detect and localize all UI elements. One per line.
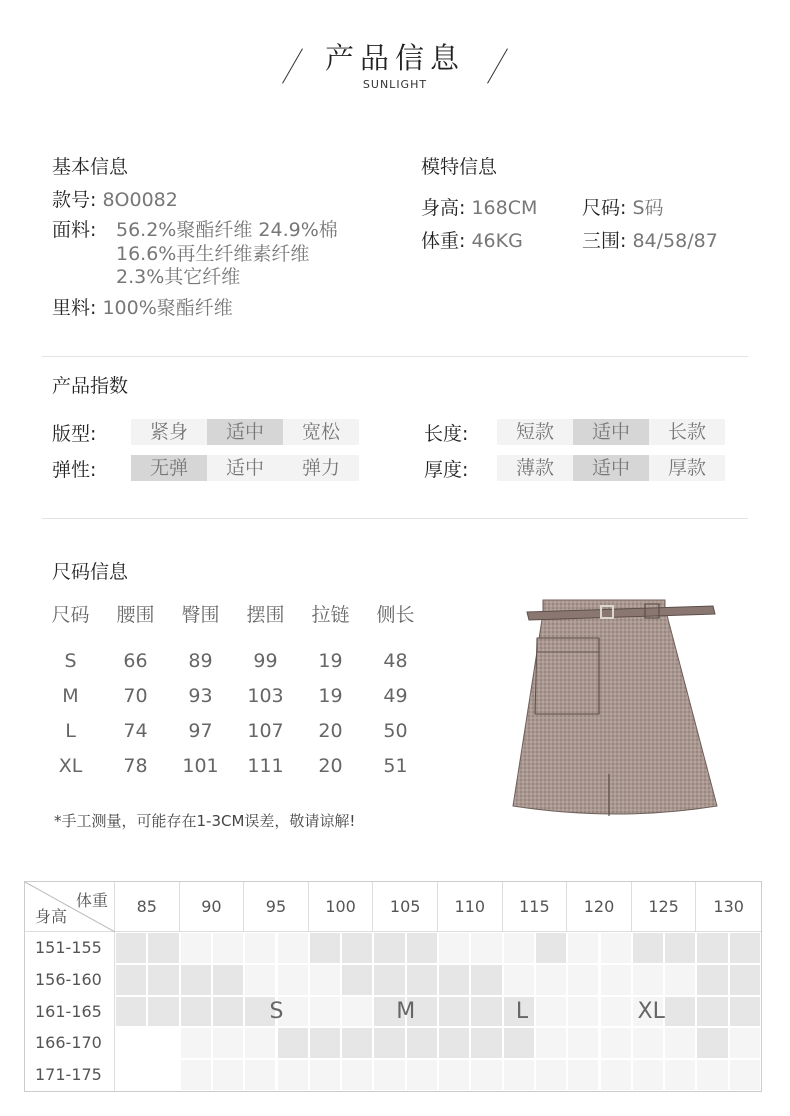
fabric-line-3: 2.3%其它纤维 bbox=[116, 266, 241, 288]
fit-chart-cell bbox=[439, 933, 469, 963]
fit-chart-weight-header: 120 bbox=[567, 882, 632, 932]
fit-chart-weight-header: 95 bbox=[244, 882, 309, 932]
fit-chart-cell bbox=[730, 997, 760, 1027]
fit-chart-cell bbox=[697, 1028, 727, 1058]
fit-chart-cell bbox=[697, 965, 727, 995]
fit-chart-cell bbox=[148, 933, 178, 963]
index-option: 长款 bbox=[649, 419, 725, 445]
size-table-cell: 48 bbox=[383, 650, 408, 672]
fit-chart-height-header: 151-155 bbox=[25, 932, 115, 964]
size-table-row bbox=[38, 755, 428, 790]
basic-info-heading: 基本信息 bbox=[52, 156, 129, 178]
lining-label: 里料: bbox=[52, 297, 97, 319]
page-title: 产品信息 bbox=[324, 41, 465, 75]
fit-chart-cell bbox=[439, 997, 469, 1027]
fit-chart-cell bbox=[213, 965, 243, 995]
fit-chart-cell bbox=[181, 1028, 211, 1058]
fit-chart-cell bbox=[213, 1060, 243, 1090]
fit-chart-cell bbox=[633, 933, 663, 963]
fit-chart-cell bbox=[504, 965, 534, 995]
index-bar-fit bbox=[131, 419, 359, 445]
fit-chart-size-label: M bbox=[396, 998, 416, 1024]
fit-chart-cell bbox=[471, 933, 501, 963]
fit-chart-cell bbox=[278, 965, 308, 995]
fit-chart-cell bbox=[310, 965, 340, 995]
divider-1 bbox=[42, 356, 748, 357]
size-table-cell: 51 bbox=[383, 755, 408, 777]
fit-chart-cell bbox=[407, 965, 437, 995]
size-table-cell: 111 bbox=[247, 755, 284, 777]
fit-chart-cell bbox=[407, 933, 437, 963]
fit-chart-weight-header: 100 bbox=[309, 882, 374, 932]
fit-chart-cell bbox=[601, 1028, 631, 1058]
fit-chart-size-label: L bbox=[515, 998, 529, 1024]
fit-chart-cell bbox=[697, 933, 727, 963]
index-option: 短款 bbox=[497, 419, 573, 445]
size-table-cell: 74 bbox=[123, 720, 148, 742]
size-table-cell: 78 bbox=[123, 755, 148, 777]
size-table-cell: 50 bbox=[383, 720, 408, 742]
index-option-selected: 无弹 bbox=[131, 455, 207, 481]
product-index-heading: 产品指数 bbox=[52, 375, 129, 397]
fit-chart-cell bbox=[536, 933, 566, 963]
lining-value: 100%聚酯纤维 bbox=[102, 297, 233, 319]
fit-chart-cell bbox=[342, 933, 372, 963]
fit-chart-cell bbox=[148, 965, 178, 995]
size-col-header: 腰围 bbox=[116, 604, 155, 626]
fit-chart-cell bbox=[407, 1060, 437, 1090]
size-table-cell: 101 bbox=[182, 755, 219, 777]
fit-chart-cell bbox=[536, 1060, 566, 1090]
size-table-cell: L bbox=[65, 720, 76, 742]
size-col-header: 侧长 bbox=[376, 604, 415, 626]
fit-chart-cell bbox=[665, 965, 695, 995]
model-size-value: S码 bbox=[632, 197, 664, 219]
index-label-thickness: 厚度: bbox=[424, 459, 469, 481]
size-col-header: 拉链 bbox=[311, 604, 350, 626]
size-col-header: 摆围 bbox=[246, 604, 285, 626]
index-row-fit bbox=[52, 419, 96, 446]
fit-chart-cell bbox=[568, 933, 598, 963]
fit-chart-cell bbox=[439, 965, 469, 995]
fit-chart-cell bbox=[730, 1028, 760, 1058]
model-measure-value: 84/58/87 bbox=[632, 230, 718, 252]
fit-chart-cell bbox=[278, 933, 308, 963]
fit-chart-cell bbox=[116, 997, 146, 1027]
fit-chart-cell bbox=[568, 1028, 598, 1058]
fit-chart-cell bbox=[181, 933, 211, 963]
fit-chart-height-header: 156-160 bbox=[25, 964, 115, 996]
model-size-label: 尺码: bbox=[582, 197, 627, 219]
fit-chart-cell bbox=[310, 1060, 340, 1090]
fit-chart-cell bbox=[439, 1060, 469, 1090]
fabric-label: 面料: bbox=[52, 219, 97, 241]
size-table-header bbox=[38, 600, 428, 628]
size-table-cell: XL bbox=[58, 755, 83, 777]
fit-chart-cell bbox=[116, 1060, 146, 1090]
index-bar-stretch bbox=[131, 455, 359, 481]
fit-chart-cell bbox=[601, 1060, 631, 1090]
fit-chart-cell bbox=[504, 1060, 534, 1090]
size-table-cell: M bbox=[62, 685, 79, 707]
style-number-value: 8O0082 bbox=[102, 189, 178, 211]
size-table bbox=[38, 600, 428, 790]
index-option: 紧身 bbox=[131, 419, 207, 445]
style-number-row bbox=[52, 188, 178, 212]
fit-chart-cell bbox=[471, 1028, 501, 1058]
fit-chart-cell bbox=[116, 1028, 146, 1058]
fit-chart-cell bbox=[697, 997, 727, 1027]
measurement-note: *手工测量，可能存在1-3CM误差，敬请谅解! bbox=[54, 812, 356, 830]
index-label-stretch: 弹性: bbox=[52, 459, 97, 481]
fit-chart-cell bbox=[148, 997, 178, 1027]
model-height-label: 身高: bbox=[421, 197, 466, 219]
size-table-cell: 70 bbox=[123, 685, 148, 707]
size-table-cell: 107 bbox=[247, 720, 284, 742]
fit-chart-weight-label: 体重 bbox=[75, 891, 108, 910]
fit-chart-cell bbox=[697, 1060, 727, 1090]
fit-chart-cell bbox=[471, 1060, 501, 1090]
fit-chart-cell bbox=[633, 1060, 663, 1090]
index-label-length: 长度: bbox=[424, 423, 469, 445]
size-table-row bbox=[38, 685, 428, 720]
fabric-line-1: 56.2%聚酯纤维 24.9%棉 bbox=[116, 219, 338, 241]
size-table-cell: 20 bbox=[318, 720, 343, 742]
fit-chart-cell bbox=[278, 1028, 308, 1058]
index-bar-length bbox=[497, 419, 725, 445]
fit-chart-cell bbox=[407, 1028, 437, 1058]
style-number-label: 款号: bbox=[52, 189, 97, 211]
index-option-selected: 适中 bbox=[573, 455, 649, 481]
fit-chart-cell bbox=[342, 1028, 372, 1058]
model-weight-label: 体重: bbox=[421, 230, 466, 252]
size-info-heading: 尺码信息 bbox=[52, 561, 129, 583]
fit-chart-height-header: 171-175 bbox=[25, 1059, 115, 1091]
fit-chart-cell bbox=[181, 965, 211, 995]
size-table-cell: 20 bbox=[318, 755, 343, 777]
fit-chart-corner bbox=[25, 882, 115, 932]
fit-chart-weight-header: 90 bbox=[180, 882, 245, 932]
fit-chart-weight-header: 130 bbox=[696, 882, 761, 932]
fit-chart-cell bbox=[310, 1028, 340, 1058]
lining-row bbox=[52, 296, 233, 320]
size-table-cell: 93 bbox=[188, 685, 213, 707]
fit-chart-cell bbox=[148, 1060, 178, 1090]
index-option: 宽松 bbox=[283, 419, 359, 445]
size-table-cell: 49 bbox=[383, 685, 408, 707]
size-table-row bbox=[38, 650, 428, 685]
index-label-fit: 版型: bbox=[52, 423, 97, 445]
fabric-line-2: 16.6%再生纤维素纤维 bbox=[116, 243, 310, 265]
index-option: 薄款 bbox=[497, 455, 573, 481]
fit-chart-cell bbox=[181, 1060, 211, 1090]
model-measure-label: 三围: bbox=[582, 230, 627, 252]
fit-chart-cell bbox=[536, 1028, 566, 1058]
size-table-row bbox=[38, 720, 428, 755]
fit-chart-cell bbox=[374, 965, 404, 995]
fit-chart-cell bbox=[568, 997, 598, 1027]
model-weight-value: 46KG bbox=[471, 230, 523, 252]
fit-chart-cell bbox=[665, 933, 695, 963]
page-subtitle: SUNLIGHT bbox=[362, 78, 428, 91]
size-table-cell: 97 bbox=[188, 720, 213, 742]
fit-chart-weight-header: 125 bbox=[632, 882, 697, 932]
size-table-cell: 66 bbox=[123, 650, 148, 672]
fit-chart-cell bbox=[213, 997, 243, 1027]
fit-chart-cell bbox=[504, 933, 534, 963]
fit-chart-cell bbox=[439, 1028, 469, 1058]
fit-chart-cell bbox=[730, 965, 760, 995]
index-option: 厚款 bbox=[649, 455, 725, 481]
fit-chart-size-label: S bbox=[269, 998, 284, 1024]
fit-chart-weight-header: 110 bbox=[438, 882, 503, 932]
fit-chart-cell bbox=[665, 1028, 695, 1058]
model-size-row bbox=[582, 196, 664, 220]
fit-chart-cell bbox=[181, 997, 211, 1027]
fit-chart-cell bbox=[116, 965, 146, 995]
index-row-stretch bbox=[52, 455, 96, 482]
divider-2 bbox=[42, 518, 748, 519]
index-row-thickness bbox=[424, 455, 468, 482]
fit-chart-cell bbox=[568, 1060, 598, 1090]
model-info-heading: 模特信息 bbox=[421, 156, 498, 178]
fit-chart-cell bbox=[601, 965, 631, 995]
model-height-row bbox=[421, 196, 537, 220]
fit-chart-weight-header: 105 bbox=[373, 882, 438, 932]
fit-chart-height-label: 身高 bbox=[35, 907, 68, 926]
fit-chart-cell bbox=[342, 1060, 372, 1090]
fit-chart-cell bbox=[245, 1028, 275, 1058]
fit-chart-weight-header: 115 bbox=[503, 882, 568, 932]
fit-chart-cell bbox=[504, 1028, 534, 1058]
size-table-cell: 103 bbox=[247, 685, 284, 707]
fit-chart-cell bbox=[730, 933, 760, 963]
fit-chart-cell bbox=[633, 965, 663, 995]
fit-chart-cell bbox=[116, 933, 146, 963]
index-bar-thickness bbox=[497, 455, 725, 481]
index-option-selected: 适中 bbox=[207, 419, 283, 445]
fit-chart-cell bbox=[342, 965, 372, 995]
fit-chart-weight-header: 85 bbox=[115, 882, 180, 932]
fit-chart-cell bbox=[342, 997, 372, 1027]
fit-chart-cell bbox=[310, 997, 340, 1027]
fit-chart-cell bbox=[730, 1060, 760, 1090]
size-table-cell: 19 bbox=[318, 685, 343, 707]
fit-chart-cell bbox=[601, 933, 631, 963]
fit-chart-cell bbox=[310, 933, 340, 963]
fit-chart-cell bbox=[536, 965, 566, 995]
size-col-header: 尺码 bbox=[51, 604, 90, 626]
fit-chart-cell bbox=[245, 933, 275, 963]
fit-chart-height-header: 166-170 bbox=[25, 1027, 115, 1059]
fit-chart-cell bbox=[374, 1028, 404, 1058]
size-table-cell: 19 bbox=[318, 650, 343, 672]
fit-chart-cell bbox=[278, 1060, 308, 1090]
fit-chart-cell bbox=[568, 965, 598, 995]
index-option-selected: 适中 bbox=[573, 419, 649, 445]
model-weight-row bbox=[421, 229, 523, 253]
fit-chart-height-header: 161-165 bbox=[25, 996, 115, 1028]
skirt-product-image bbox=[505, 594, 730, 824]
model-measure-row bbox=[582, 229, 718, 253]
size-table-cell: S bbox=[64, 650, 77, 672]
index-option: 适中 bbox=[207, 455, 283, 481]
size-col-header: 臀围 bbox=[181, 604, 220, 626]
fit-chart-cell bbox=[374, 1060, 404, 1090]
index-row-length bbox=[424, 419, 468, 446]
fit-chart-cell bbox=[374, 933, 404, 963]
fit-chart-cell bbox=[245, 1060, 275, 1090]
fit-chart-size-label: XL bbox=[637, 998, 665, 1024]
size-table-cell: 89 bbox=[188, 650, 213, 672]
fit-chart-cell bbox=[471, 965, 501, 995]
fit-chart-cell bbox=[245, 965, 275, 995]
index-option: 弹力 bbox=[283, 455, 359, 481]
model-height-value: 168CM bbox=[471, 197, 538, 219]
fit-chart-cell bbox=[148, 1028, 178, 1058]
fit-chart-cell bbox=[213, 1028, 243, 1058]
size-table-cell: 99 bbox=[253, 650, 278, 672]
fit-chart-cell bbox=[665, 1060, 695, 1090]
size-fit-chart bbox=[24, 881, 762, 1092]
fit-chart-cell bbox=[633, 1028, 663, 1058]
fit-chart-cell bbox=[213, 933, 243, 963]
